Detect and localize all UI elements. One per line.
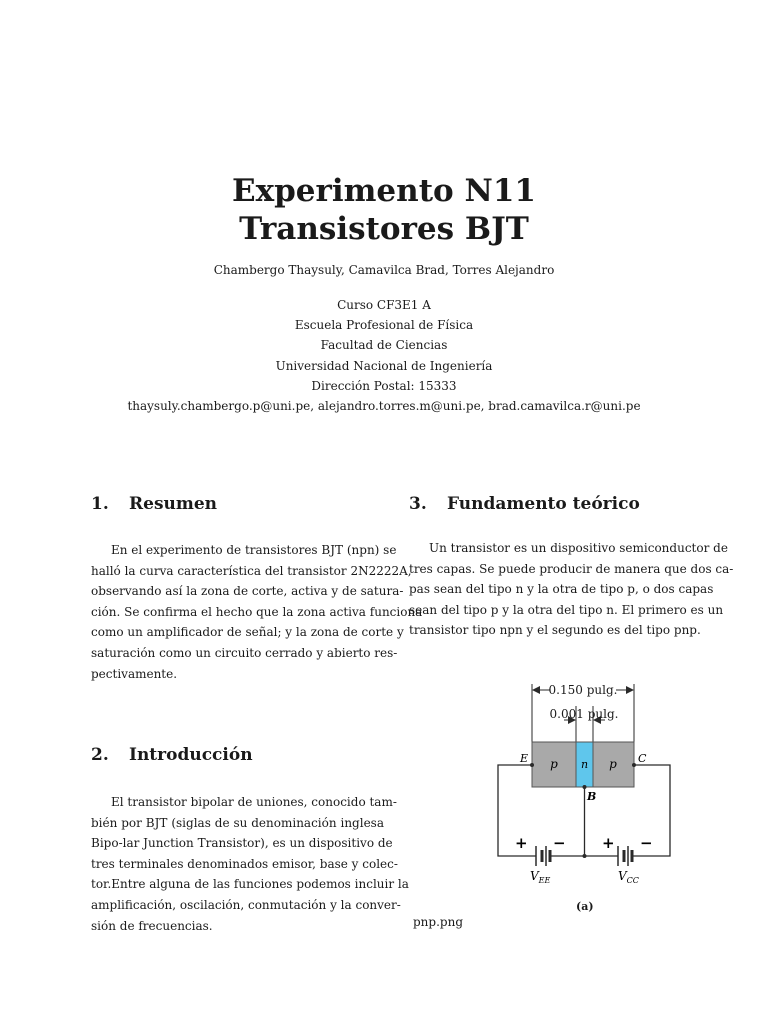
vee-minus-sign: −: [553, 834, 566, 852]
section-number: 1.: [91, 494, 109, 514]
dimension-inner-label: 0.001 pulg.: [549, 707, 619, 721]
affiliation-emails: thaysuly.chambergo.p@uni.pe, alejandro.torres.m@uni.pe, brad.camavilca.r@uni.pe: [127, 399, 641, 414]
title-line-1: Experimento N11: [232, 173, 536, 209]
text-line: Bipo-lar Junction Transistor), es un dispositivo de: [91, 836, 393, 851]
text-line: Un transistor es un dispositivo semiconductor de: [429, 541, 728, 555]
text-line: tres capas. Se puede producir de manera que dos ca-: [409, 561, 734, 576]
affiliation-faculty: Facultad de Ciencias: [320, 338, 448, 353]
section-title: Resumen: [129, 494, 218, 514]
figure-filename: pnp.png: [413, 915, 463, 929]
text-line: observando así la zona de corte, activa y de satura-: [91, 584, 404, 599]
text-line: sión de frecuencias.: [91, 918, 213, 933]
affiliation-block: [0, 295, 768, 416]
vee-plus-sign: +: [515, 834, 528, 852]
dimension-outer-label: 0.150 pulg.: [548, 683, 618, 697]
pnp-transistor-figure: [480, 676, 690, 906]
vee-label: $V_{EE}$: [530, 869, 551, 885]
junction-ground: [583, 854, 587, 858]
section-number: 3.: [409, 494, 427, 514]
text-line: bién por BJT (siglas de su denominación inglesa: [91, 815, 384, 830]
figure-caption: (a): [576, 900, 594, 913]
paragraph-resumen: [91, 540, 423, 684]
paper-title: [0, 172, 768, 248]
junction-base: [583, 785, 587, 789]
text-line: tor.Entre alguna de las funciones podemos incluir la: [91, 877, 409, 892]
text-line: amplificación, oscilación, conmutación y la conver-: [91, 897, 401, 912]
vcc-label: $V_{CC}$: [618, 869, 639, 885]
junction-collector: [632, 763, 636, 767]
text-line: como un amplificador de señal; y la zona de corte y: [91, 625, 404, 640]
title-line-2: Transistores BJT: [239, 211, 529, 247]
paragraph-fundamento: [409, 538, 734, 641]
emitter-label: E: [520, 752, 529, 765]
base-label: B: [587, 790, 597, 803]
text-line: halló la curva característica del transistor 2N2222A,: [91, 563, 412, 578]
author-list: Chambergo Thaysuly, Camavilca Brad, Torres Alejandro: [213, 263, 555, 277]
text-line: transistor tipo npn y el segundo es del tipo pnp.: [409, 623, 701, 638]
text-line: saturación como un circuito cerrado y abierto res-: [91, 645, 398, 660]
section-title: Introducción: [129, 745, 253, 765]
section-number: 2.: [91, 745, 109, 765]
collector-label: C: [638, 752, 647, 765]
paragraph-introduccion: [91, 792, 409, 936]
section-heading-fundamento: [409, 494, 640, 514]
text-line: En el experimento de transistores BJT (npn) se: [111, 543, 397, 557]
affiliation-school: Escuela Profesional de Física: [294, 318, 474, 333]
text-line: sean del tipo p y la otra del tipo n. El primero es un: [409, 602, 724, 617]
affiliation-postal: Dirección Postal: 15333: [311, 378, 457, 393]
affiliation-course: Curso CF3E1 A: [337, 298, 431, 312]
text-line: El transistor bipolar de uniones, conocido tam-: [111, 795, 397, 809]
affiliation-university: Universidad Nacional de Ingeniería: [275, 358, 493, 373]
junction-emitter: [530, 763, 534, 767]
vcc-minus-sign: −: [640, 834, 653, 852]
text-line: pectivamente.: [91, 666, 178, 681]
vcc-plus-sign: +: [602, 834, 615, 852]
text-line: ción. Se confirma el hecho que la zona activa funciona: [91, 604, 423, 619]
p-layer-right-label: p: [609, 757, 617, 771]
p-layer-left-label: p: [550, 757, 558, 771]
text-line: tres terminales denominados emisor, base y colec-: [91, 856, 398, 871]
section-heading-introduccion: [91, 745, 253, 765]
section-title: Fundamento teórico: [447, 494, 640, 514]
section-heading-resumen: [91, 494, 217, 514]
text-line: pas sean del tipo n y la otra de tipo p, o dos capas: [409, 582, 714, 597]
n-layer-label: n: [580, 758, 589, 771]
